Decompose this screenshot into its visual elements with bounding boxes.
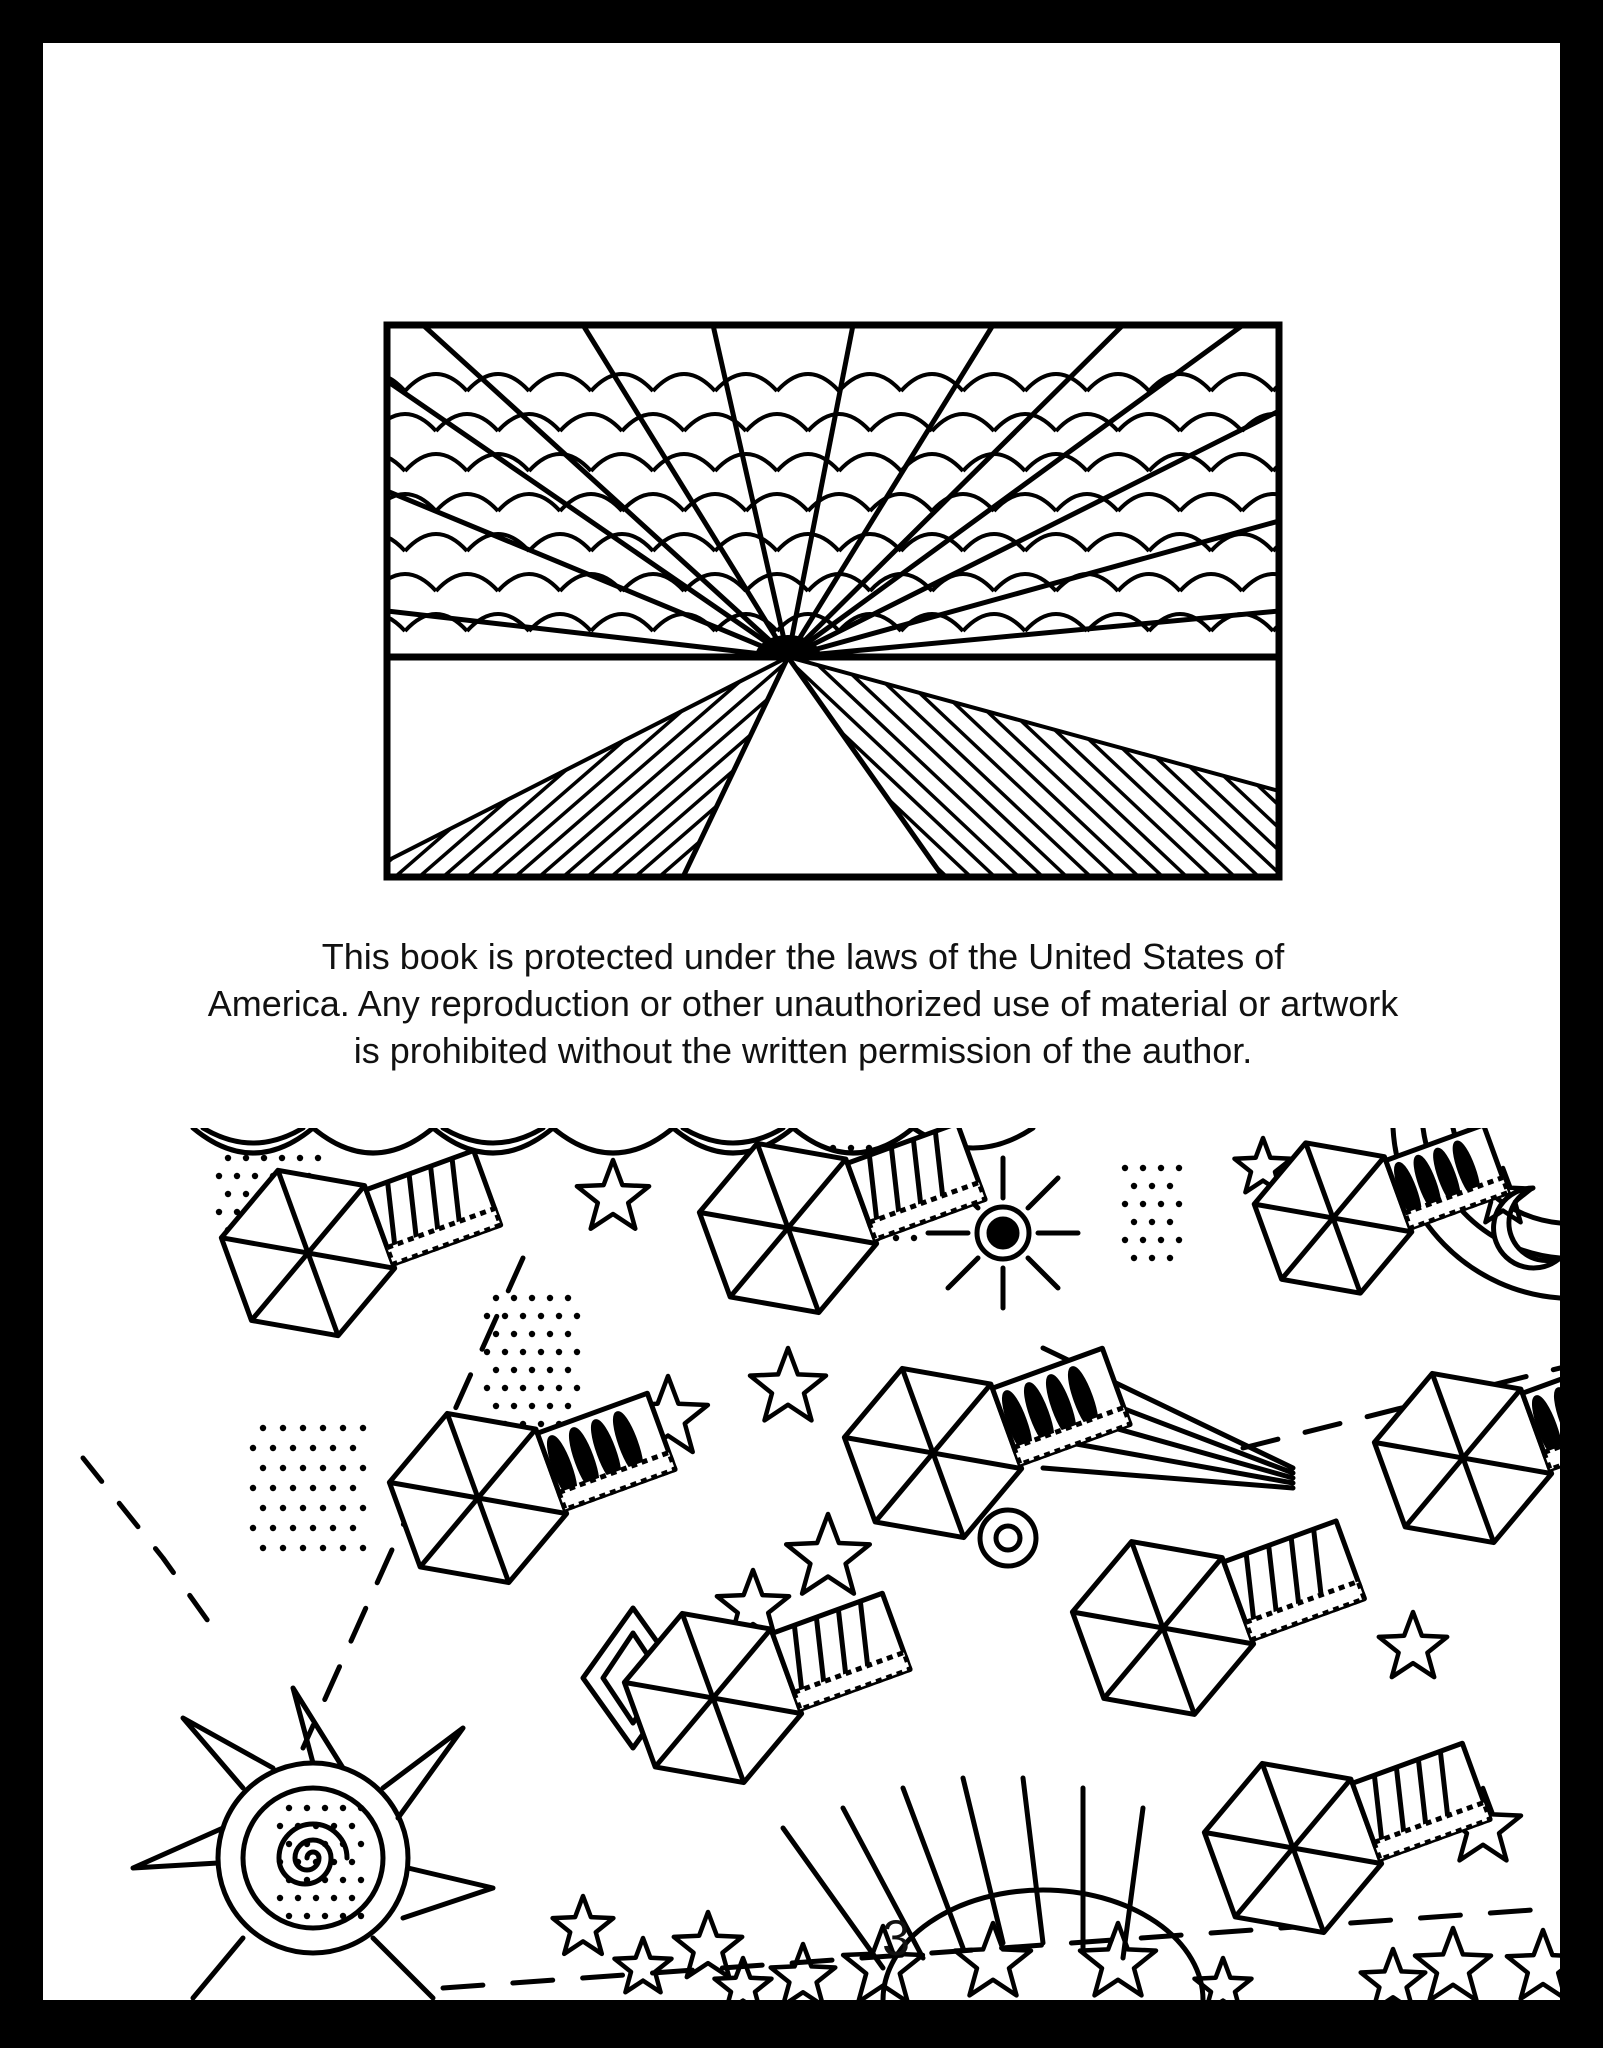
stipple-dot xyxy=(360,1505,366,1511)
stipple-dot xyxy=(331,1895,337,1901)
stipple-dot xyxy=(304,1913,310,1919)
stipple-dot xyxy=(350,1485,356,1491)
stipple-dot xyxy=(322,1805,328,1811)
stipple-dot xyxy=(358,1877,364,1883)
stipple-dot xyxy=(493,1367,499,1373)
stipple-dot xyxy=(484,1313,490,1319)
stipple-dot xyxy=(830,1145,836,1151)
star-shape xyxy=(771,1944,836,2000)
cube-shape xyxy=(206,1128,517,1362)
stipple-dot xyxy=(1131,1219,1137,1225)
stipple-dot xyxy=(547,1367,553,1373)
stipple-dot xyxy=(216,1209,222,1215)
cube-shape xyxy=(609,1547,927,1809)
stipple-dot xyxy=(315,1155,321,1161)
stipple-dot xyxy=(358,1805,364,1811)
stipple-dot xyxy=(286,1877,292,1883)
stipple-dot xyxy=(270,1525,276,1531)
stipple-dot xyxy=(484,1349,490,1355)
stipple-dot xyxy=(280,1505,286,1511)
stipple-dot xyxy=(547,1295,553,1301)
stipple-dot xyxy=(1149,1219,1155,1225)
stipple-dot xyxy=(1140,1201,1146,1207)
stipple-dot xyxy=(349,1823,355,1829)
stipple-dot xyxy=(340,1545,346,1551)
stipple-dot xyxy=(313,1823,319,1829)
stipple-dot xyxy=(502,1385,508,1391)
stipple-dot xyxy=(340,1505,346,1511)
cube-shape xyxy=(1189,1697,1507,1959)
cube-shape xyxy=(1359,1307,1560,1569)
stipple-dot xyxy=(286,1913,292,1919)
stipple-dot xyxy=(330,1485,336,1491)
stipple-dot xyxy=(511,1367,517,1373)
stipple-dot xyxy=(360,1465,366,1471)
stipple-dot xyxy=(300,1425,306,1431)
stipple-dot xyxy=(313,1895,319,1901)
stipple-dot xyxy=(320,1465,326,1471)
stipple-dot xyxy=(520,1385,526,1391)
cube-shape xyxy=(374,1347,692,1609)
stipple-dot xyxy=(848,1145,854,1151)
stipple-dot xyxy=(350,1525,356,1531)
stipple-dot xyxy=(1176,1201,1182,1207)
stipple-dot xyxy=(260,1505,266,1511)
stipple-dot xyxy=(313,1859,319,1865)
stipple-dot xyxy=(520,1313,526,1319)
stipple-dot xyxy=(310,1485,316,1491)
stipple-dot xyxy=(502,1349,508,1355)
stipple-dot xyxy=(1131,1183,1137,1189)
stipple-dot xyxy=(331,1823,337,1829)
stipple-dot xyxy=(1131,1255,1137,1261)
stipple-dot xyxy=(565,1367,571,1373)
copyright-notice xyxy=(103,933,1503,1074)
stipple-dot xyxy=(1149,1255,1155,1261)
stipple-dot xyxy=(574,1313,580,1319)
stipple-dot xyxy=(290,1525,296,1531)
stipple-dot xyxy=(295,1823,301,1829)
stipple-dot xyxy=(574,1385,580,1391)
page xyxy=(43,43,1560,2000)
stipple-dot xyxy=(556,1349,562,1355)
stipple-dot xyxy=(529,1403,535,1409)
stipple-dot xyxy=(225,1155,231,1161)
star-shape xyxy=(615,1938,672,1992)
stipple-dot xyxy=(1140,1165,1146,1171)
stipple-dot xyxy=(529,1331,535,1337)
stipple-dot xyxy=(1122,1165,1128,1171)
stipple-dot xyxy=(250,1525,256,1531)
stipple-dot xyxy=(511,1331,517,1337)
stipple-dot xyxy=(520,1349,526,1355)
stipple-dot xyxy=(279,1155,285,1161)
stipple-dot xyxy=(260,1545,266,1551)
stipple-dot xyxy=(330,1525,336,1531)
cosmic-cubes-illustration xyxy=(43,1128,1560,2000)
star-shape xyxy=(1507,1930,1560,1999)
stipple-dot xyxy=(1158,1165,1164,1171)
stipple-dot xyxy=(340,1805,346,1811)
sunset-road-illustration xyxy=(383,321,1283,881)
stipple-dot xyxy=(866,1145,872,1151)
stipple-dot xyxy=(358,1841,364,1847)
stipple-dot xyxy=(1167,1255,1173,1261)
page-number: 3 xyxy=(882,1910,910,1966)
stipple-dot xyxy=(565,1331,571,1337)
stipple-dot xyxy=(538,1313,544,1319)
stipple-dot xyxy=(331,1859,337,1865)
stipple-dot xyxy=(286,1805,292,1811)
stipple-dot xyxy=(529,1295,535,1301)
stipple-dot xyxy=(493,1403,499,1409)
star-shape xyxy=(553,1896,614,1954)
stipple-dot xyxy=(304,1805,310,1811)
stipple-dot xyxy=(304,1841,310,1847)
stipple-dot xyxy=(250,1445,256,1451)
stipple-dot xyxy=(286,1841,292,1847)
stipple-dot xyxy=(304,1877,310,1883)
stipple-dot xyxy=(295,1859,301,1865)
cube-shape xyxy=(829,1302,1147,1564)
stipple-dot xyxy=(511,1295,517,1301)
stipple-dot xyxy=(280,1545,286,1551)
stipple-dot xyxy=(300,1545,306,1551)
copyright-line-1: This book is protected under the laws of the United States of xyxy=(321,936,1285,977)
star-shape xyxy=(750,1348,826,1420)
stipple-dot xyxy=(1158,1237,1164,1243)
stipple-dot xyxy=(1149,1183,1155,1189)
stipple-dot xyxy=(225,1191,231,1197)
stipple-dot xyxy=(556,1385,562,1391)
stipple-dot xyxy=(493,1295,499,1301)
stipple-dot xyxy=(243,1191,249,1197)
stipple-dot xyxy=(350,1445,356,1451)
stipple-dot xyxy=(290,1485,296,1491)
stipple-dot xyxy=(261,1155,267,1161)
stipple-dot xyxy=(295,1895,301,1901)
stipple-dot xyxy=(320,1425,326,1431)
stipple-dot xyxy=(502,1313,508,1319)
stipple-dot xyxy=(277,1859,283,1865)
star-shape xyxy=(1415,1928,1491,2000)
stipple-dot xyxy=(893,1235,899,1241)
stipple-dot xyxy=(360,1545,366,1551)
stipple-dot xyxy=(322,1841,328,1847)
stipple-dot xyxy=(290,1445,296,1451)
stipple-dot xyxy=(565,1295,571,1301)
stipple-dot xyxy=(340,1465,346,1471)
stipple-dot xyxy=(280,1425,286,1431)
stipple-dot xyxy=(574,1349,580,1355)
stipple-dot xyxy=(538,1385,544,1391)
copyright-line-2: America. Any reproduction or other unauthorized use of material or artwork xyxy=(207,983,1399,1024)
stipple-dot xyxy=(538,1421,544,1427)
stipple-dot xyxy=(340,1877,346,1883)
stipple-dot xyxy=(1167,1183,1173,1189)
stipple-dot xyxy=(277,1823,283,1829)
stipple-dot xyxy=(260,1465,266,1471)
stipple-dot xyxy=(511,1403,517,1409)
stipple-dot xyxy=(270,1445,276,1451)
stipple-dot xyxy=(484,1385,490,1391)
stipple-dot xyxy=(565,1403,571,1409)
stipple-dot xyxy=(322,1877,328,1883)
stipple-dot xyxy=(349,1895,355,1901)
stipple-dot xyxy=(538,1349,544,1355)
stipple-dot xyxy=(270,1485,276,1491)
stipple-dot xyxy=(340,1841,346,1847)
star-shape xyxy=(786,1514,870,1594)
copyright-line-3: is prohibited without the written permission of the author. xyxy=(353,1030,1253,1071)
stipple-dot xyxy=(243,1155,249,1161)
stipple-dot xyxy=(252,1173,258,1179)
stipple-dot xyxy=(300,1465,306,1471)
star-shape xyxy=(577,1160,649,1229)
stipple-dot xyxy=(340,1425,346,1431)
stipple-dot xyxy=(547,1403,553,1409)
stipple-dot xyxy=(297,1155,303,1161)
stipple-dot xyxy=(234,1173,240,1179)
stipple-dot xyxy=(310,1445,316,1451)
stipple-dot xyxy=(358,1913,364,1919)
stipple-dot xyxy=(1176,1237,1182,1243)
stipple-dot xyxy=(320,1505,326,1511)
stipple-dot xyxy=(322,1913,328,1919)
cube-shape xyxy=(1057,1473,1382,1741)
stipple-dot xyxy=(300,1505,306,1511)
stipple-dot xyxy=(340,1913,346,1919)
stipple-dot xyxy=(310,1525,316,1531)
stipple-dot xyxy=(330,1445,336,1451)
star-shape xyxy=(955,1923,1031,1995)
stipple-dot xyxy=(547,1331,553,1337)
star-shape xyxy=(1379,1612,1447,1677)
stipple-dot xyxy=(280,1465,286,1471)
star-shape xyxy=(1080,1923,1156,1995)
stipple-dot xyxy=(1122,1237,1128,1243)
stipple-dot xyxy=(556,1313,562,1319)
stipple-dot xyxy=(1122,1201,1128,1207)
stipple-dot xyxy=(320,1545,326,1551)
stipple-dot xyxy=(1176,1165,1182,1171)
stipple-dot xyxy=(1158,1201,1164,1207)
stipple-dot xyxy=(911,1235,917,1241)
stipple-dot xyxy=(1167,1219,1173,1225)
stipple-dot xyxy=(529,1367,535,1373)
stipple-dot xyxy=(349,1859,355,1865)
stipple-dot xyxy=(493,1331,499,1337)
stipple-dot xyxy=(260,1425,266,1431)
stipple-dot xyxy=(360,1425,366,1431)
stipple-dot xyxy=(1140,1237,1146,1243)
stipple-dot xyxy=(250,1485,256,1491)
stipple-dot xyxy=(216,1173,222,1179)
stipple-dot xyxy=(277,1895,283,1901)
